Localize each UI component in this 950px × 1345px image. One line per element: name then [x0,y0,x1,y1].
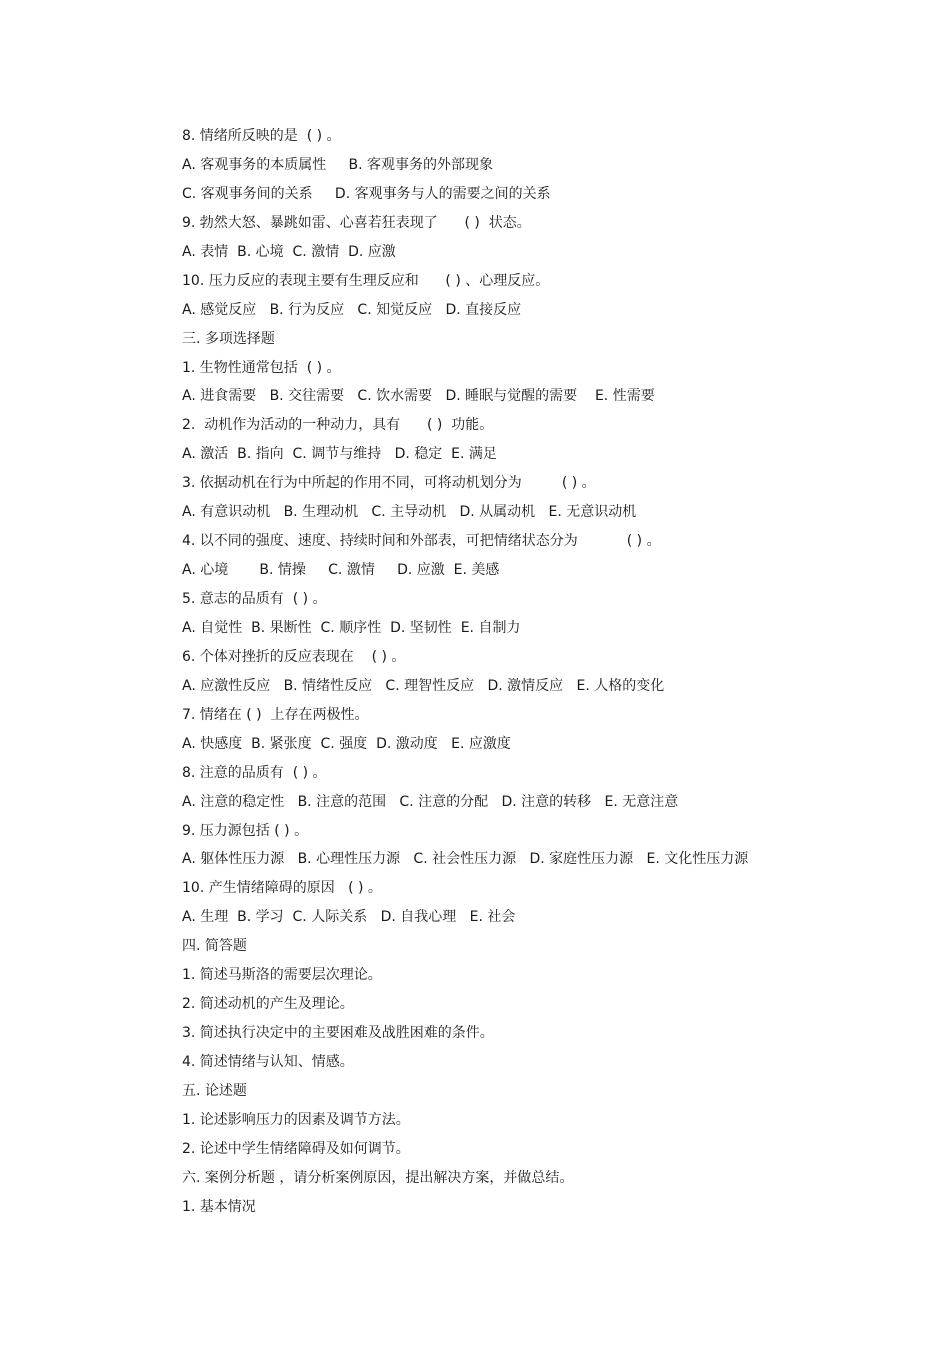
question-text: 10. 压力反应的表现主要有生理反应和 ( ) 、心理反应。 [182,272,550,289]
option-line: A. 快感度 B. 紧张度 C. 强度 D. 激动度 E. 应激度 [182,735,511,752]
question-text: 2. 动机作为活动的一种动力，具有 ( ) 功能。 [182,417,494,434]
option-line: C. 客观事务间的关系 D. 客观事务与人的需要之间的关系 [182,185,551,202]
question-text: 7. 情绪在 ( ) 上存在两极性。 [182,706,369,723]
question-text: 2. 简述动机的产生及理论。 [182,996,354,1013]
option-line: A. 生理 B. 学习 C. 人际关系 D. 自我心理 E. 社会 [182,909,516,926]
question-text: 3. 依据动机在行为中所起的作用不同，可将动机划分为 ( ) 。 [182,475,596,492]
question-text: 6. 个体对挫折的反应表现在 ( ) 。 [182,648,406,665]
question-text: 2. 论述中学生情绪障碍及如何调节。 [182,1140,410,1157]
option-line: A. 有意识动机 B. 生理动机 C. 主导动机 D. 从属动机 E. 无意识动机 [182,504,637,521]
section-heading: 四. 简答题 [182,938,247,955]
option-line: A. 应激性反应 B. 情绪性反应 C. 理智性反应 D. 激情反应 E. 人格的变化 [182,677,665,694]
option-line: A. 感觉反应 B. 行为反应 C. 知觉反应 D. 直接反应 [182,301,522,318]
document-body [182,122,922,1222]
option-line: A. 表情 B. 心境 C. 激情 D. 应激 [182,243,396,260]
question-text: 4. 简述情绪与认知、情感。 [182,1054,354,1070]
option-line: A. 心境 B. 情操 C. 激情 D. 应激 E. 美感 [182,562,500,579]
option-line: A. 客观事务的本质属性 B. 客观事务的外部现象 [182,156,493,173]
question-text: 10. 产生情绪障碍的原因 ( ) 。 [182,880,382,897]
question-text: 8. 注意的品质有 ( ) 。 [182,764,327,781]
question-text: 1. 基本情况 [182,1198,256,1215]
question-text: 5. 意志的品质有 ( ) 。 [182,591,327,607]
option-line: A. 自觉性 B. 果断性 C. 顺序性 D. 坚韧性 E. 自制力 [182,619,521,636]
section-heading: 三. 多项选择题 [182,330,275,347]
section-heading: 六. 案例分析题 ，请分析案例原因，提出解决方案，并做总结。 [182,1169,574,1186]
option-line: A. 注意的稳定性 B. 注意的范围 C. 注意的分配 D. 注意的转移 E. 无意注意 [182,793,679,810]
question-text: 8. 情绪所反映的是 ( ) 。 [182,128,341,144]
question-text: 1. 简述马斯洛的需要层次理论。 [182,967,382,984]
question-text: 3. 简述执行决定中的主要困难及战胜困难的条件。 [182,1025,494,1042]
option-line: A. 进食需要 B. 交往需要 C. 饮水需要 D. 睡眠与觉醒的需要 E. 性需要 [182,388,655,405]
option-line: A. 躯体性压力源 B. 心理性压力源 C. 社会性压力源 D. 家庭性压力源 E. 文化性压力源 [182,851,749,868]
option-line: A. 激活 B. 指向 C. 调节与维持 D. 稳定 E. 满足 [182,446,497,463]
section-heading: 五. 论述题 [182,1082,247,1099]
question-text: 4. 以不同的强度、速度、持续时间和外部表，可把情绪状态分为 ( ) 。 [182,533,661,550]
question-text: 9. 压力源包括 ( ) 。 [182,822,309,839]
question-text: 1. 生物性通常包括 ( ) 。 [182,359,341,376]
question-text: 1. 论述影响压力的因素及调节方法。 [182,1111,410,1128]
question-text: 9. 勃然大怒、暴跳如雷、心喜若狂表现了 ( ) 状态。 [182,214,531,231]
